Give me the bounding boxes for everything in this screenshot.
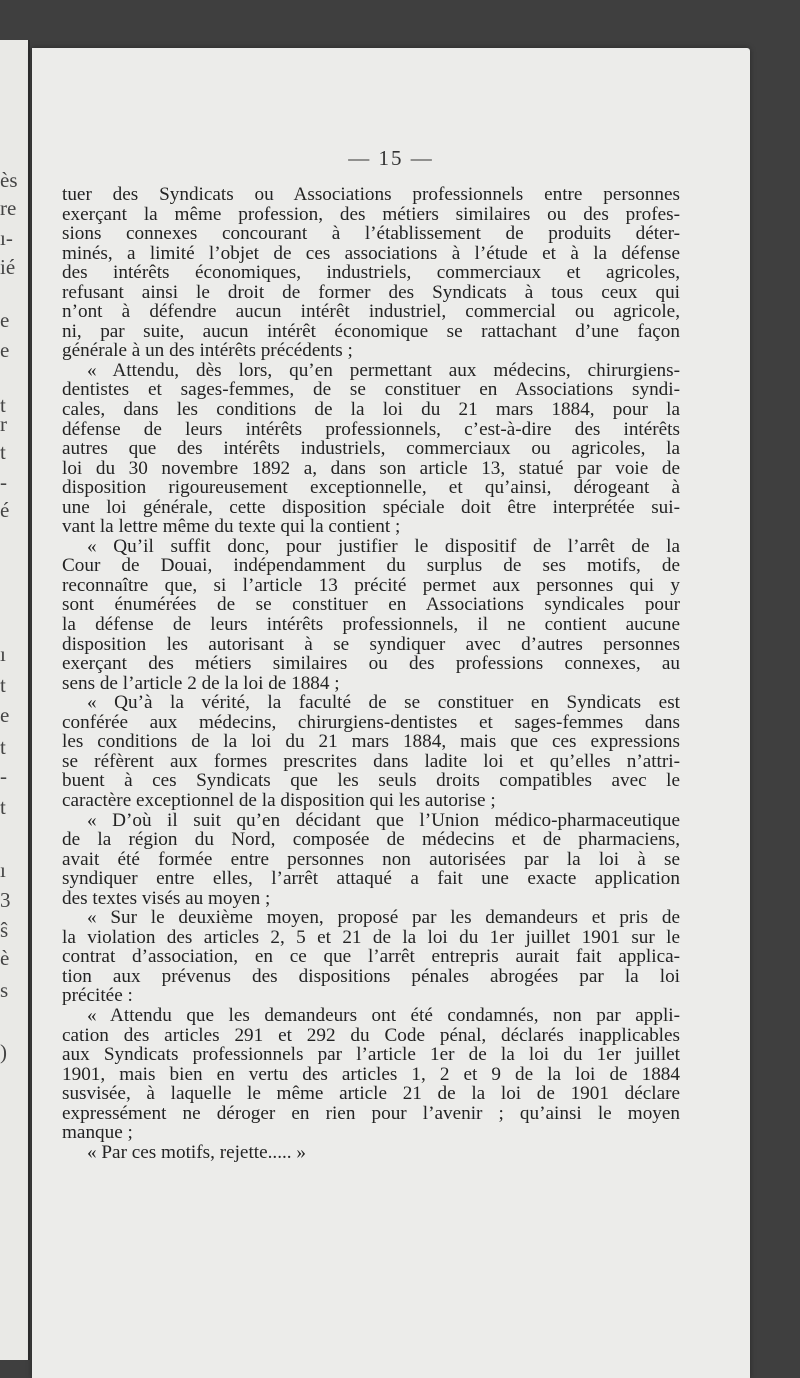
text-line: disposition rigoureusement exceptionnelle, et qu’ainsi, dérogeant à	[62, 477, 680, 499]
text-line: la défense de leurs intérêts professionnels, il ne contient aucune	[62, 614, 680, 636]
margin-fragment: ié	[0, 255, 16, 279]
text-line: tuer des Syndicats ou Associations professionnels entre personnes	[62, 184, 680, 205]
text-line: Cour de Douai, indépendamment du surplus de ses motifs, de	[62, 555, 680, 577]
text-line: minés, a limité l’objet de ces associations à l’étude et à la défense	[62, 242, 680, 264]
margin-fragment: r	[0, 412, 7, 436]
margin-fragment: -	[0, 764, 7, 788]
text-line: avait été formée entre personnes non autorisées par la loi à se	[62, 848, 680, 870]
margin-fragment: é	[0, 498, 10, 522]
text-line: buent à ces Syndicats que les seuls droits compatibles avec le	[62, 770, 680, 792]
text-line: reconnaître que, si l’article 13 précité permet aux personnes qui y	[62, 574, 680, 596]
text-line: n’ont à défendre aucun intérêt industriel, commercial ou agricole,	[62, 301, 680, 323]
text-line: sont énumérées de se constituer en Associations syndicales pour	[62, 594, 680, 616]
text-line: 1901, mais bien en vertu des articles 1, 2 et 9 de la loi de 1884	[62, 1063, 680, 1085]
page-number: — 15 —	[348, 146, 434, 170]
text-line: défense de leurs intérêts professionnels, c’est-à-dire des intérêts	[62, 418, 680, 440]
text-line: de la région du Nord, composée de médecins et de pharmaciens,	[62, 829, 680, 851]
text-line: aux Syndicats professionnels par l’article 1er de la loi du 1er juillet	[62, 1044, 680, 1066]
margin-fragment: ı-	[0, 226, 13, 250]
text-line: vant la lettre même du texte qui la contient ;	[62, 516, 401, 538]
margin-fragment: -	[0, 470, 7, 494]
text-line: « D’où il suit qu’en décidant que l’Union médico-pharmaceutique	[87, 809, 680, 831]
margin-fragment: e	[0, 703, 10, 727]
text-line: contrat d’association, en ce que l’arrêt entrepris aurait fait applica-	[62, 946, 680, 968]
margin-fragment: t	[0, 673, 6, 697]
text-line: cales, dans les conditions de la loi du 21 mars 1884, pour la	[62, 399, 680, 421]
text-line: exerçant des métiers similaires ou des professions connexes, au	[62, 653, 680, 675]
text-line: les conditions de la loi du 21 mars 1884, mais que ces expressions	[62, 731, 680, 753]
margin-fragment: e	[0, 308, 10, 332]
text-line: la violation des articles 2, 5 et 21 de la loi du 1er juillet 1901 sur le	[62, 926, 680, 948]
text-line: tion aux prévenus des dispositions pénales abrogées par la loi	[62, 965, 680, 987]
margin-fragment: s	[0, 978, 9, 1002]
text-line: « Attendu, dès lors, qu’en permettant aux médecins, chirurgiens-	[87, 359, 680, 381]
text-line: manque ;	[62, 1122, 133, 1144]
text-line: cation des articles 291 et 292 du Code pénal, déclarés inapplicables	[62, 1024, 680, 1046]
margin-fragment: ès	[0, 168, 18, 192]
margin-fragment: re	[0, 196, 17, 220]
text-line: caractère exceptionnel de la disposition qui les autorise ;	[62, 789, 496, 811]
text-line: dentistes et sages-femmes, de se constituer en Associations syndi-	[62, 379, 680, 401]
margin-fragment: t	[0, 735, 6, 759]
margin-fragment: ı	[0, 858, 6, 882]
text-line: susvisée, à laquelle le même article 21 de la loi de 1901 déclare	[62, 1083, 680, 1105]
text-line: sions connexes concourant à l’établissement de produits déter-	[62, 223, 680, 245]
text-line: syndiquer entre elles, l’arrêt attaqué a fait une exacte application	[62, 868, 680, 890]
text-line: disposition les autorisant à se syndiquer avec d’autres personnes	[62, 633, 680, 655]
text-line: sens de l’article 2 de la loi de 1884 ;	[62, 672, 340, 694]
text-line: générale à un des intérêts précédents ;	[62, 340, 353, 362]
text-line: des textes visés au moyen ;	[62, 887, 271, 909]
margin-fragment: t	[0, 440, 6, 464]
margin-fragment: t	[0, 393, 6, 417]
text-line: « Qu’à la vérité, la faculté de se constituer en Syndicats est	[87, 692, 680, 714]
book-page	[32, 48, 750, 1378]
previous-page-edge	[0, 40, 30, 1360]
margin-fragment: e	[0, 338, 10, 362]
text-line: une loi générale, cette disposition spéciale doit être interprétée sui-	[62, 496, 680, 518]
text-line: « Attendu que les demandeurs ont été condamnés, non par appli-	[87, 1004, 680, 1026]
text-line: expressément ne déroger en rien pour l’avenir ; qu’ainsi le moyen	[62, 1102, 680, 1124]
margin-fragment: ı	[0, 642, 6, 666]
text-line: ni, par suite, aucun intérêt économique se rattachant d’une façon	[62, 320, 680, 342]
text-line: précitée :	[62, 985, 133, 1007]
text-line: refusant ainsi le droit de former des Syndicats à tous ceux qui	[62, 281, 680, 303]
margin-fragment: ŝ	[0, 918, 9, 942]
margin-fragment: 3	[0, 888, 11, 912]
margin-fragment: è	[0, 946, 10, 970]
body-text	[62, 185, 680, 1162]
text-line: loi du 30 novembre 1892 a, dans son article 13, statué par voie de	[62, 457, 680, 479]
margin-fragment: )	[0, 1040, 7, 1064]
text-line: des intérêts économiques, industriels, commerciaux et agricoles,	[62, 262, 680, 284]
text-line: se réfèrent aux formes prescrites dans ladite loi et qu’elles n’attri-	[62, 750, 680, 772]
text-line: « Qu’il suffit donc, pour justifier le dispositif de l’arrêt de la	[87, 535, 680, 557]
text-line: conférée aux médecins, chirurgiens-dentistes et sages-femmes dans	[62, 711, 680, 733]
text-line: « Sur le deuxième moyen, proposé par les demandeurs et pris de	[87, 907, 680, 929]
text-line: « Par ces motifs, rejette..... »	[87, 1141, 306, 1163]
text-line: exerçant la même profession, des métiers similaires ou des profes-	[62, 203, 680, 225]
text-line: autres que des intérêts industriels, commerciaux ou agricoles, la	[62, 438, 680, 460]
margin-fragment: t	[0, 795, 6, 819]
